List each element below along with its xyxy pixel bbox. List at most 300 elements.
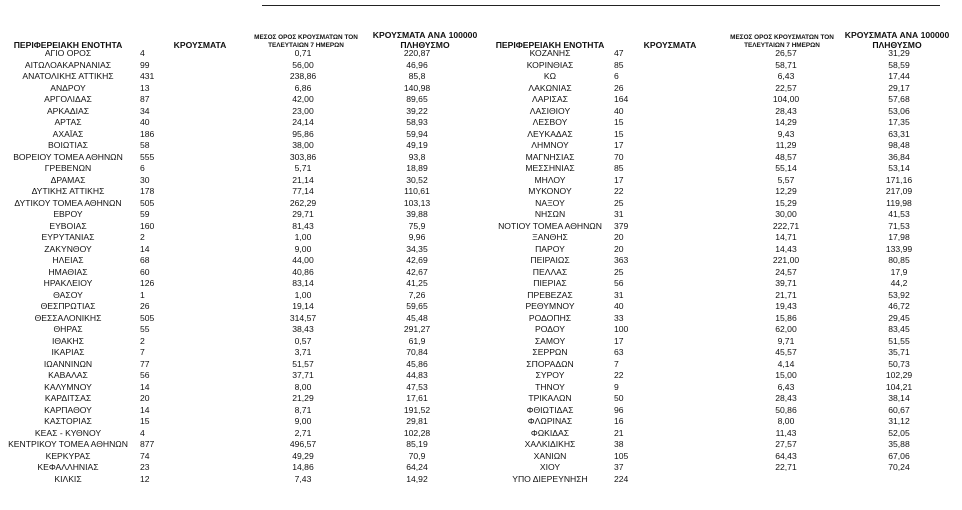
avg7-cell: 0,57 <box>294 335 312 346</box>
region-cell: ΝΟΤΙΟΥ ΤΟΜΕΑ ΑΘΗΝΩΝ <box>498 220 602 231</box>
cases-cell: 77 <box>140 358 150 369</box>
region-cell: ΒΟΙΩΤΙΑΣ <box>48 140 88 150</box>
per100k-cell: 59,94 <box>406 128 428 139</box>
per100k-cell: 46,72 <box>888 301 910 311</box>
table-row <box>0 129 470 141</box>
cases-cell: 555 <box>140 151 155 162</box>
per100k-cell: 133,99 <box>885 243 913 254</box>
avg7-cell: 28,43 <box>775 393 797 403</box>
avg7-cell: 29,71 <box>292 209 314 219</box>
avg7-cell: 9,00 <box>294 243 312 254</box>
region-cell: ΝΑΞΟΥ <box>535 197 565 208</box>
cases-cell: 20 <box>140 393 150 403</box>
table-row <box>0 313 470 325</box>
table-row <box>0 324 470 336</box>
per100k-cell: 29,81 <box>406 416 428 426</box>
cases-cell: 363 <box>614 255 629 265</box>
cases-cell: 60 <box>140 266 150 277</box>
table-row <box>490 232 956 244</box>
cases-cell: 87 <box>140 94 150 104</box>
per100k-cell: 61,9 <box>408 335 426 346</box>
avg7-cell: 11,29 <box>775 140 797 150</box>
table-row <box>490 94 956 106</box>
per100k-cell: 7,26 <box>408 289 426 300</box>
per100k-cell: 49,19 <box>406 140 428 150</box>
cases-cell: 15 <box>614 117 624 127</box>
table-row <box>0 405 470 417</box>
table-row <box>490 209 956 221</box>
cases-cell: 126 <box>140 278 155 288</box>
cases-cell: 22 <box>614 186 624 196</box>
avg7-cell: 2,71 <box>294 427 312 438</box>
avg7-cell: 95,86 <box>292 128 314 139</box>
region-cell: ΛΑΡΙΣΑΣ <box>532 94 568 104</box>
per100k-cell: 171,16 <box>885 174 913 185</box>
cases-cell: 40 <box>614 301 624 311</box>
cases-cell: 33 <box>614 312 624 323</box>
table-row <box>0 221 470 233</box>
table-row <box>0 382 470 394</box>
table-row <box>0 175 470 187</box>
cases-cell: 224 <box>614 473 629 484</box>
region-cell: ΗΜΑΘΙΑΣ <box>48 266 88 277</box>
region-cell: ΔΥΤΙΚΟΥ ΤΟΜΕΑ ΑΘΗΝΩΝ <box>14 197 122 208</box>
per100k-cell: 52,05 <box>888 427 910 438</box>
per100k-cell: 39,22 <box>406 105 428 116</box>
table-row <box>490 60 956 72</box>
per100k-cell: 17,44 <box>888 71 910 81</box>
cases-cell: 6 <box>614 71 619 81</box>
cases-cell: 17 <box>614 174 624 185</box>
cases-cell: 7 <box>140 347 145 357</box>
per100k-cell: 46,96 <box>406 59 428 70</box>
per100k-cell: 102,28 <box>403 427 431 438</box>
cases-cell: 85 <box>614 59 624 70</box>
table-row <box>490 255 956 267</box>
cases-cell: 96 <box>614 404 624 415</box>
avg7-cell: 15,86 <box>775 312 797 323</box>
avg7-cell: 30,00 <box>775 209 797 219</box>
avg7-cell: 38,43 <box>292 324 314 334</box>
avg7-cell: 9,00 <box>294 416 312 426</box>
per100k-cell: 41,25 <box>406 278 428 288</box>
cases-cell: 68 <box>140 255 150 265</box>
cases-cell: 15 <box>614 128 624 139</box>
table-row <box>0 152 470 164</box>
cases-cell: 20 <box>614 243 624 254</box>
cases-cell: 17 <box>614 335 624 346</box>
table-row <box>490 175 956 187</box>
cases-cell: 14 <box>140 404 150 415</box>
table-row <box>490 393 956 405</box>
region-cell: ΦΛΩΡΙΝΑΣ <box>527 416 573 426</box>
per100k-cell: 85,8 <box>408 71 426 81</box>
table-row <box>490 359 956 371</box>
region-cell: ΔΡΑΜΑΣ <box>50 174 86 185</box>
region-cell: ΚΟΖΑΝΗΣ <box>529 48 571 58</box>
region-cell: ΚΕΑΣ - ΚΥΘΝΟΥ <box>34 427 102 438</box>
region-cell: ΑΓΙΟ ΟΡΟΣ <box>44 48 92 58</box>
left-data-table <box>0 48 470 485</box>
region-cell: ΛΑΣΙΘΙΟΥ <box>529 105 571 116</box>
region-cell: ΦΩΚΙΔΑΣ <box>530 427 570 438</box>
per100k-cell: 29,45 <box>888 312 910 323</box>
cases-cell: 2 <box>140 232 145 242</box>
per100k-cell: 70,9 <box>408 450 426 461</box>
avg7-cell: 22,57 <box>775 82 797 93</box>
table-row <box>0 290 470 302</box>
top-rule <box>262 5 940 6</box>
cases-cell: 58 <box>140 140 150 150</box>
right-table-body <box>490 48 956 485</box>
avg7-cell: 9,71 <box>777 335 795 346</box>
per100k-cell: 83,45 <box>888 324 910 334</box>
avg7-cell: 24,57 <box>775 266 797 277</box>
per100k-cell: 51,55 <box>888 335 910 346</box>
table-row <box>0 278 470 290</box>
per100k-cell: 217,09 <box>885 186 913 196</box>
per100k-cell: 39,88 <box>406 209 428 219</box>
avg7-cell: 15,00 <box>775 370 797 380</box>
avg7-cell: 22,71 <box>775 462 797 472</box>
cases-cell: 22 <box>614 370 624 380</box>
region-cell: ΘΗΡΑΣ <box>53 324 83 334</box>
region-cell: ΣΕΡΡΩΝ <box>532 347 568 357</box>
region-cell: ΡΕΘΥΜΝΟΥ <box>525 301 575 311</box>
cases-cell: 59 <box>140 209 150 219</box>
header-cases: ΚΡΟΥΣΜΑΤΑ <box>173 40 227 50</box>
per100k-cell: 64,24 <box>406 462 428 472</box>
avg7-cell: 14,43 <box>775 243 797 254</box>
table-row <box>0 416 470 428</box>
per100k-cell: 17,61 <box>406 393 428 403</box>
table-row <box>0 209 470 221</box>
table-row <box>490 48 956 60</box>
avg7-cell: 8,00 <box>294 381 312 392</box>
header-region: ΠΕΡΙΦΕΡΕΙΑΚΗ ΕΝΟΤΗΤΑ <box>13 40 123 50</box>
cases-cell: 4 <box>140 427 145 438</box>
avg7-cell <box>730 474 842 486</box>
avg7-cell: 15,29 <box>775 197 797 208</box>
per100k-cell: 60,67 <box>888 404 910 415</box>
cases-cell: 63 <box>614 347 624 357</box>
region-cell: ΡΟΔΟΠΗΣ <box>528 312 572 323</box>
cases-cell: 56 <box>614 278 624 288</box>
cases-cell: 34 <box>140 105 150 116</box>
avg7-cell: 50,86 <box>775 404 797 415</box>
avg7-cell: 56,00 <box>292 59 314 70</box>
cases-cell: 31 <box>614 289 624 300</box>
cases-cell: 14 <box>140 381 150 392</box>
right-data-table <box>490 48 956 485</box>
per100k-cell: 63,31 <box>888 128 910 139</box>
table-row <box>0 163 470 175</box>
region-cell: ΠΕΙΡΑΙΩΣ <box>530 255 570 265</box>
per100k-cell: 30,52 <box>406 174 428 185</box>
cases-cell: 505 <box>140 197 155 208</box>
avg7-cell: 55,14 <box>775 163 797 173</box>
per100k-cell: 58,93 <box>406 117 428 127</box>
region-cell: ΚΙΛΚΙΣ <box>54 473 82 484</box>
cases-cell: 99 <box>140 59 150 70</box>
avg7-cell: 48,57 <box>775 151 797 162</box>
cases-cell: 9 <box>614 381 619 392</box>
avg7-cell: 11,43 <box>775 427 797 438</box>
avg7-cell: 21,71 <box>775 289 797 300</box>
per100k-cell: 93,8 <box>408 151 426 162</box>
table-row <box>0 186 470 198</box>
avg7-cell: 5,57 <box>777 174 795 185</box>
per100k-cell: 102,29 <box>885 370 913 380</box>
avg7-cell: 81,43 <box>292 220 314 231</box>
left-header-row <box>0 22 490 50</box>
avg7-cell: 4,14 <box>777 358 795 369</box>
cases-cell: 17 <box>614 140 624 150</box>
table-row <box>490 163 956 175</box>
table-row <box>490 405 956 417</box>
region-cell: ΕΥΡΥΤΑΝΙΑΣ <box>41 232 95 242</box>
avg7-cell: 37,71 <box>292 370 314 380</box>
per100k-cell: 80,85 <box>888 255 910 265</box>
region-cell: ΗΛΕΙΑΣ <box>52 255 84 265</box>
table-row <box>490 129 956 141</box>
table-row <box>490 117 956 129</box>
per100k-cell: 45,86 <box>406 358 428 369</box>
region-cell: ΠΡΕΒΕΖΑΣ <box>527 289 573 300</box>
cases-cell: 26 <box>140 301 150 311</box>
table-row <box>490 186 956 198</box>
region-cell: ΣΥΡΟΥ <box>535 370 565 380</box>
table-row <box>0 232 470 244</box>
cases-cell: 13 <box>140 82 150 93</box>
cases-cell: 877 <box>140 439 155 449</box>
avg7-cell: 5,71 <box>294 163 312 173</box>
per100k-cell: 44,2 <box>890 278 908 288</box>
avg7-cell: 1,00 <box>294 232 312 242</box>
per100k-cell: 53,14 <box>888 163 910 173</box>
per100k-cell: 57,68 <box>888 94 910 104</box>
avg7-cell: 64,43 <box>775 450 797 461</box>
avg7-cell: 27,57 <box>775 439 797 449</box>
region-cell: ΙΩΑΝΝΙΝΩΝ <box>43 358 93 369</box>
avg7-cell: 28,43 <box>775 105 797 116</box>
table-row <box>490 370 956 382</box>
region-cell: ΧΑΝΙΩΝ <box>533 450 567 461</box>
cases-cell: 21 <box>614 427 624 438</box>
cases-cell: 26 <box>614 82 624 93</box>
cases-cell: 30 <box>140 174 150 185</box>
table-row <box>490 439 956 451</box>
cases-cell: 105 <box>614 450 629 461</box>
avg7-cell: 303,86 <box>289 151 317 162</box>
table-row <box>0 336 470 348</box>
per100k-cell: 45,48 <box>406 312 428 323</box>
cases-cell: 14 <box>140 243 150 254</box>
region-cell: ΘΕΣΣΑΛΟΝΙΚΗΣ <box>34 312 102 323</box>
region-cell: ΦΘΙΩΤΙΔΑΣ <box>526 404 574 415</box>
table-row <box>490 140 956 152</box>
per100k-cell: 35,88 <box>888 439 910 449</box>
table-row <box>490 221 956 233</box>
avg7-cell: 24,14 <box>292 117 314 127</box>
region-cell: ΤΡΙΚΑΛΩΝ <box>528 393 572 403</box>
region-cell: ΧΑΛΚΙΔΙΚΗΣ <box>524 439 576 449</box>
table-row <box>490 244 956 256</box>
table-row <box>490 301 956 313</box>
region-cell: ΙΘΑΚΗΣ <box>52 335 84 346</box>
region-cell: ΘΑΣΟΥ <box>53 289 83 300</box>
region-cell: ΗΡΑΚΛΕΙΟΥ <box>43 278 93 288</box>
avg7-cell: 314,57 <box>289 312 317 323</box>
region-cell: ΧΙΟΥ <box>539 462 561 472</box>
table-row <box>490 152 956 164</box>
region-cell: ΚΑΡΔΙΤΣΑΣ <box>44 393 92 403</box>
avg7-cell: 19,14 <box>292 301 314 311</box>
header-region: ΠΕΡΙΦΕΡΕΙΑΚΗ ΕΝΟΤΗΤΑ <box>495 40 605 50</box>
avg7-cell: 7,43 <box>294 473 312 484</box>
per100k-cell: 34,35 <box>406 243 428 254</box>
table-row <box>490 428 956 440</box>
region-cell: ΑΝΔΡΟΥ <box>50 82 86 93</box>
table-row <box>0 439 470 451</box>
region-cell: ΚΕΡΚΥΡΑΣ <box>45 450 91 461</box>
region-cell: ΤΗΝΟΥ <box>535 381 565 392</box>
table-row <box>0 244 470 256</box>
cases-cell: 70 <box>614 151 624 162</box>
region-cell: ΚΑΡΠΑΘΟΥ <box>44 404 92 415</box>
cases-cell: 12 <box>140 473 150 484</box>
per100k-cell: 98,48 <box>888 140 910 150</box>
table-row <box>0 83 470 95</box>
avg7-cell: 496,57 <box>289 439 317 449</box>
avg7-cell: 44,00 <box>292 255 314 265</box>
region-cell: ΝΗΣΩΝ <box>534 209 566 219</box>
cases-cell: 74 <box>140 450 150 461</box>
per100k-cell: 41,53 <box>888 209 910 219</box>
region-cell: ΚΑΛΥΜΝΟΥ <box>44 381 92 392</box>
region-cell: ΑΡΚΑΔΙΑΣ <box>46 105 90 116</box>
per100k-cell: 119,98 <box>886 197 912 208</box>
region-cell: ΣΑΜΟΥ <box>534 335 566 346</box>
region-cell: ΙΚΑΡΙΑΣ <box>51 347 85 357</box>
cases-cell: 20 <box>614 232 624 242</box>
avg7-cell: 238,86 <box>289 71 317 81</box>
cases-cell: 7 <box>614 358 619 369</box>
region-cell: ΛΑΚΩΝΙΑΣ <box>528 82 572 93</box>
region-cell: ΖΑΚΥΝΘΟΥ <box>44 243 92 254</box>
table-row <box>490 347 956 359</box>
region-cell: ΚΑΒΑΛΑΣ <box>48 370 88 380</box>
table-row <box>490 324 956 336</box>
table-row <box>0 198 470 210</box>
region-cell: ΠΕΛΛΑΣ <box>532 266 568 277</box>
per100k-cell: 58,59 <box>888 59 910 70</box>
table-row <box>490 462 956 474</box>
avg7-cell: 6,43 <box>777 71 795 81</box>
avg7-cell: 58,71 <box>775 59 797 70</box>
avg7-cell: 0,71 <box>294 48 312 58</box>
avg7-cell: 14,29 <box>775 117 797 127</box>
cases-cell: 56 <box>140 370 150 380</box>
cases-cell: 38 <box>614 439 624 449</box>
region-cell: ΑΡΤΑΣ <box>54 117 82 127</box>
per100k-cell: 36,84 <box>888 151 910 162</box>
avg7-cell: 39,71 <box>775 278 797 288</box>
table-row <box>490 416 956 428</box>
cases-cell: 2 <box>140 335 145 346</box>
region-cell: ΜΑΓΝΗΣΙΑΣ <box>525 151 575 162</box>
cases-cell: 40 <box>614 105 624 116</box>
table-row <box>0 140 470 152</box>
cases-cell: 40 <box>140 117 150 127</box>
per100k-cell: 67,06 <box>888 450 910 461</box>
per100k-cell: 17,98 <box>888 232 910 242</box>
per100k-cell: 17,35 <box>888 117 910 127</box>
per100k-cell: 47,53 <box>406 381 428 392</box>
cases-cell: 15 <box>140 416 150 426</box>
region-cell: ΠΙΕΡΙΑΣ <box>533 278 567 288</box>
left-table-body <box>0 48 470 485</box>
cases-cell: 37 <box>614 462 624 472</box>
avg7-cell: 51,57 <box>292 358 314 369</box>
table-row <box>0 451 470 463</box>
avg7-cell: 1,00 <box>294 289 312 300</box>
avg7-cell: 262,29 <box>289 197 317 208</box>
avg7-cell: 3,71 <box>294 347 312 357</box>
region-cell: ΘΕΣΠΡΩΤΙΑΣ <box>40 301 96 311</box>
per100k-cell: 110,61 <box>404 186 430 196</box>
per100k-cell: 191,52 <box>403 404 431 415</box>
right-header-row <box>490 22 960 50</box>
avg7-cell: 9,43 <box>777 128 795 139</box>
region-cell: ΚΕΝΤΡΙΚΟΥ ΤΟΜΕΑ ΑΘΗΝΩΝ <box>8 439 128 449</box>
avg7-cell: 6,43 <box>777 381 795 392</box>
table-row <box>490 451 956 463</box>
table-row <box>0 474 470 486</box>
table-row <box>490 290 956 302</box>
region-cell: ΑΙΤΩΛΟΑΚΑΡΝΑΝΙΑΣ <box>24 59 112 70</box>
per100k-cell: 18,89 <box>406 163 428 173</box>
table-row <box>0 255 470 267</box>
table-row <box>0 106 470 118</box>
region-cell: ΕΥΒΟΙΑΣ <box>49 220 87 231</box>
table-row <box>490 382 956 394</box>
per100k-cell: 140,98 <box>403 82 431 93</box>
region-cell: ΒΟΡΕΙΟΥ ΤΟΜΕΑ ΑΘΗΝΩΝ <box>13 151 123 162</box>
table-row <box>0 393 470 405</box>
cases-cell: 186 <box>140 128 155 139</box>
table-row <box>490 83 956 95</box>
per100k-cell: 70,84 <box>406 347 428 357</box>
per100k-cell: 31,12 <box>888 416 910 426</box>
table-row <box>0 301 470 313</box>
region-cell: ΑΡΓΟΛΙΔΑΣ <box>44 94 92 104</box>
per100k-cell: 42,69 <box>406 255 428 265</box>
avg7-cell: 40,86 <box>292 266 314 277</box>
avg7-cell: 38,00 <box>292 140 314 150</box>
cases-cell: 160 <box>140 220 155 231</box>
avg7-cell: 14,71 <box>775 232 797 242</box>
avg7-cell: 21,14 <box>292 174 314 185</box>
region-cell: ΚΟΡΙΝΘΙΑΣ <box>526 59 574 70</box>
avg7-cell: 83,14 <box>292 278 314 288</box>
per100k-cell: 85,19 <box>406 439 428 449</box>
header-avg7: ΜΕΣΟΣ ΟΡΟΣ ΚΡΟΥΣΜΑΤΩΝ ΤΟΝ ΤΕΛΕΥΤΑΙΩΝ 7 ΗΜΕΡΩΝ <box>254 34 358 49</box>
header-cases: ΚΡΟΥΣΜΑΤΑ <box>643 40 697 50</box>
region-cell: ΑΧΑΪΑΣ <box>52 128 84 139</box>
per100k-cell: 9,96 <box>408 232 426 242</box>
region-cell: ΣΠΟΡΑΔΩΝ <box>526 358 574 369</box>
